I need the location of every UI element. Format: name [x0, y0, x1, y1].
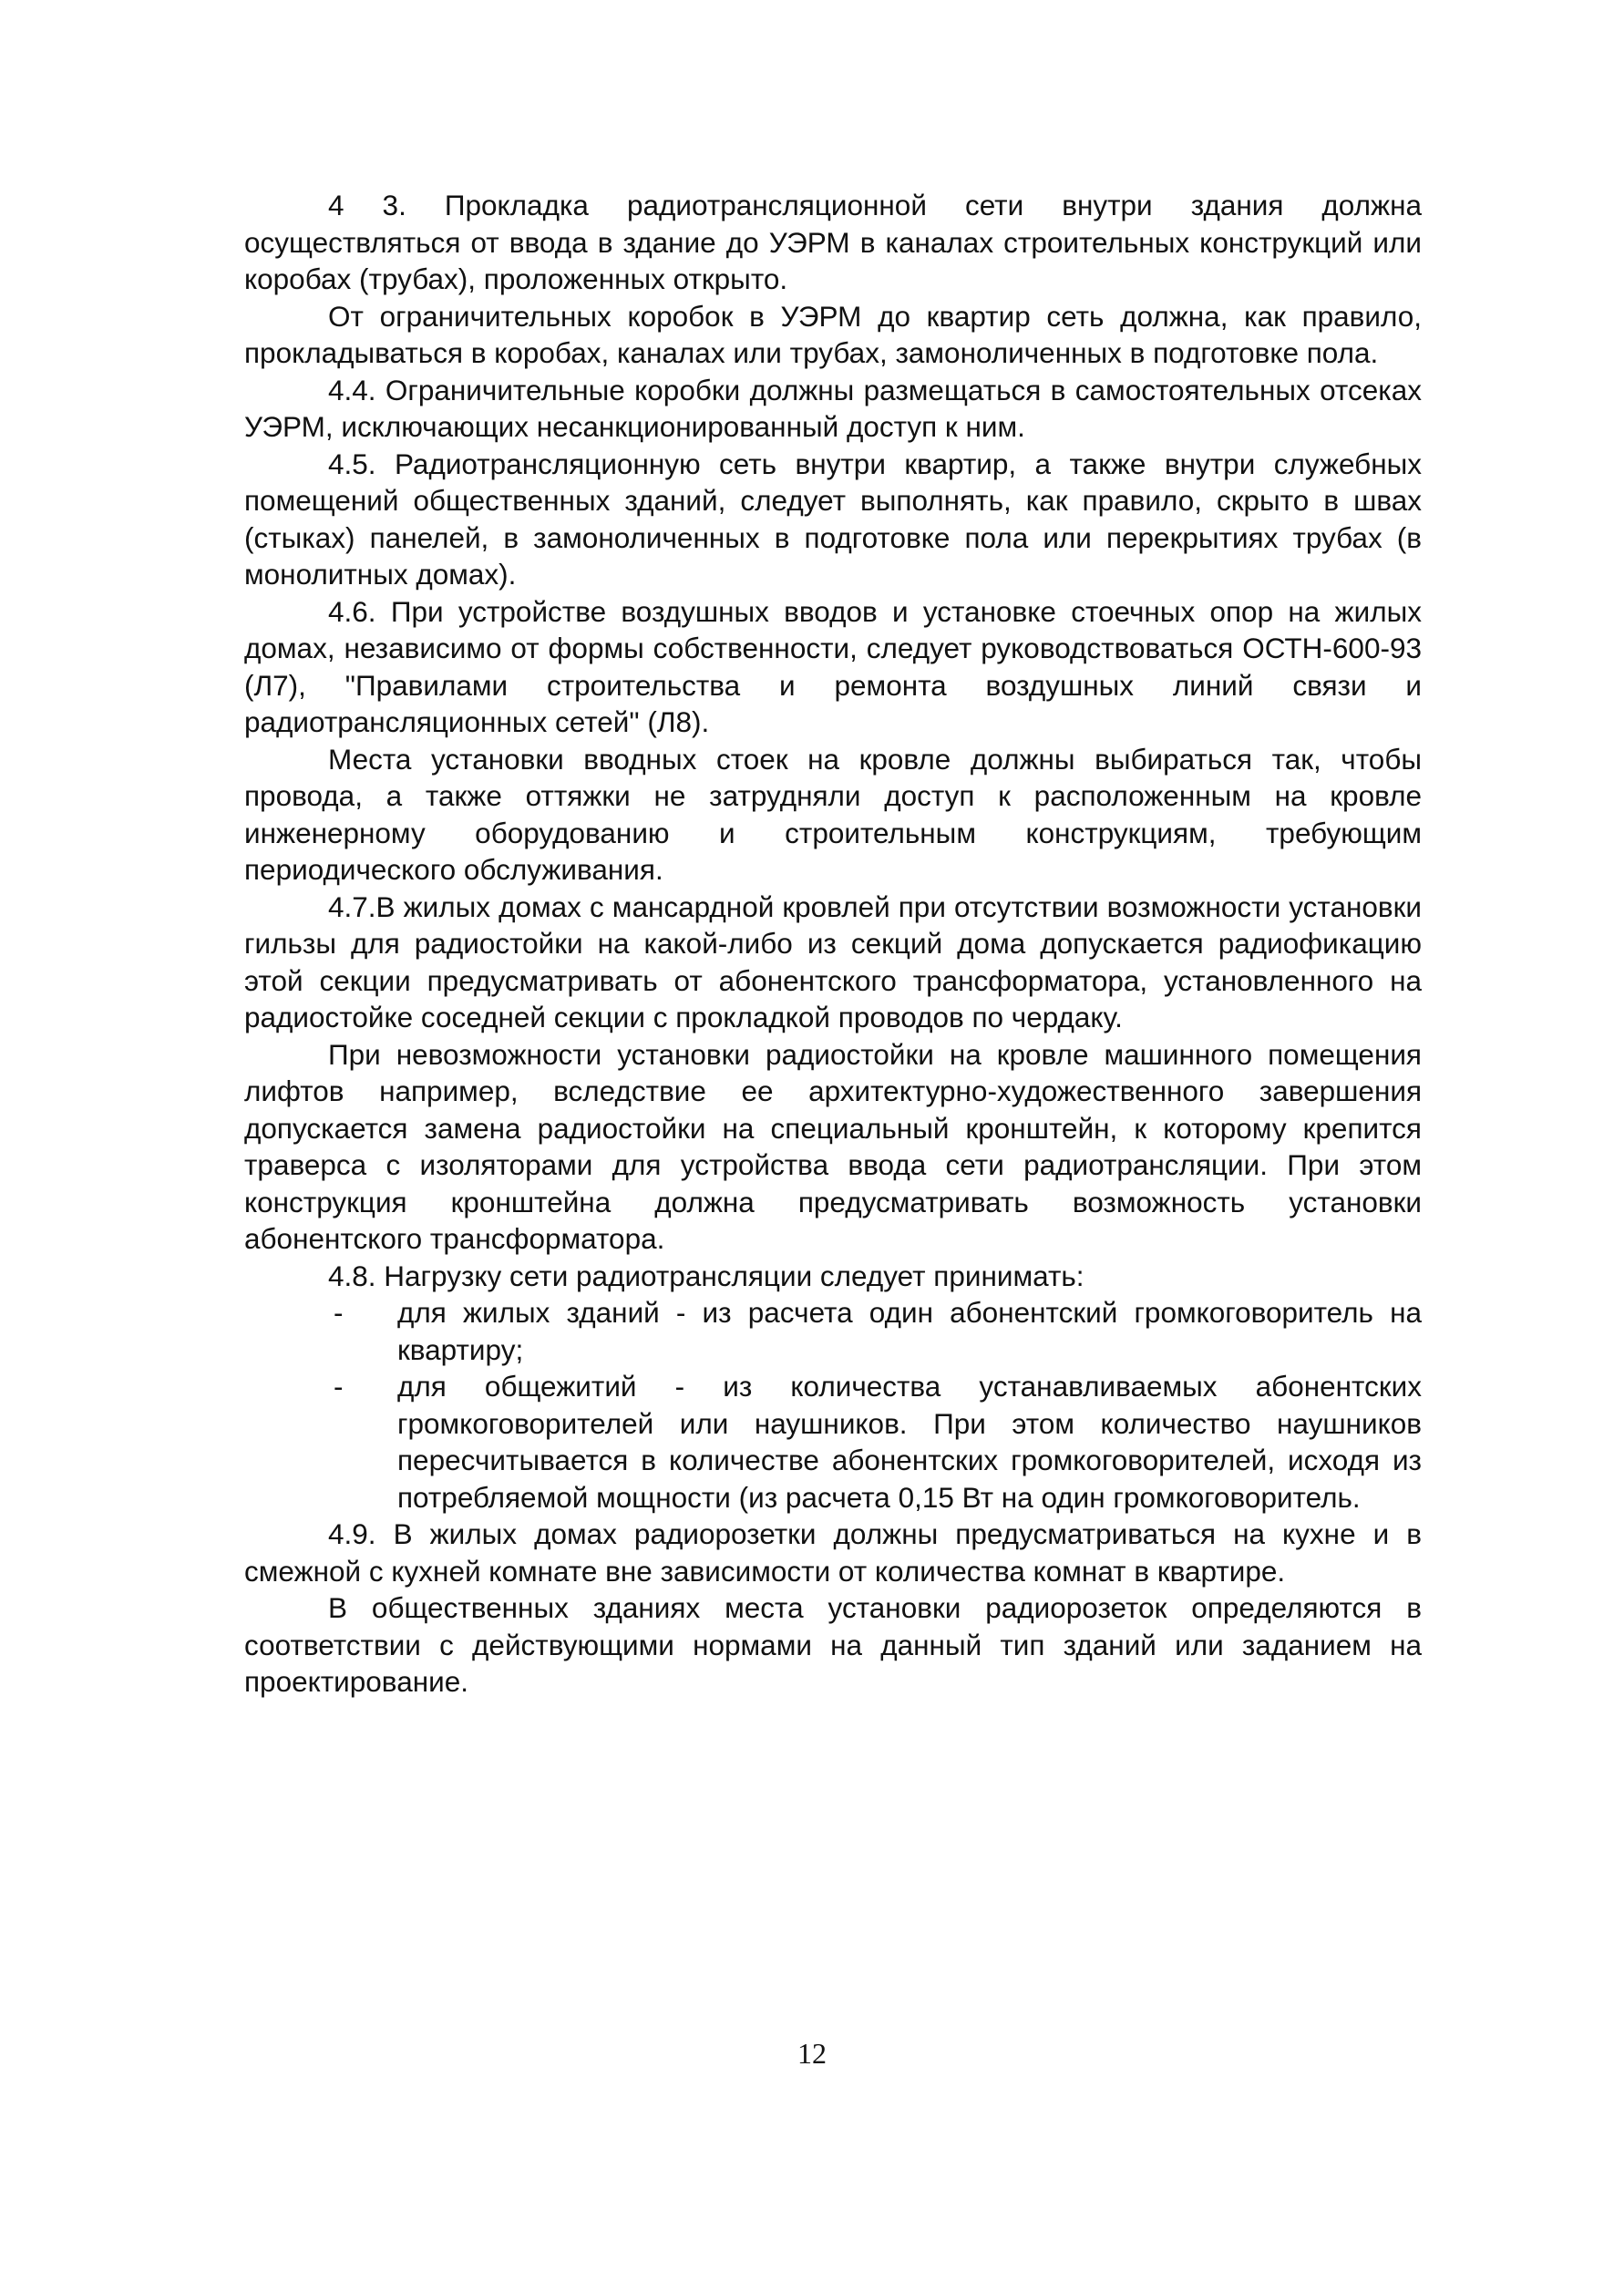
- paragraph-4-9-cont: В общественных зданиях места установки радиорозеток определяются в соответствии с действующими нормами на данный тип зданий или заданием на проектирование.: [244, 1591, 1422, 1698]
- list-marker: -: [334, 1296, 344, 1329]
- paragraph-4-3: 4 3. Прокладка радиотрансляционной сети внутри здания должна осуществляться от ввода в здание до УЭРМ в каналах строительных конструкций или коробах (трубах), проложенных открыто.: [244, 189, 1422, 295]
- list-item: [244, 1368, 1422, 1516]
- paragraph-4-6: 4.6. При устройстве воздушных вводов и установке стоечных опор на жилых домах, независимо от формы собственности, следует руководствоваться ОСТН-600-93 (Л7), "Правилами строительства и ремонта воздушных линий связи и радиотрансляционных сетей" (Л8).: [244, 594, 1422, 738]
- list-item-text: для жилых зданий - из расчета один абонентский громкоговоритель на квартиру;: [397, 1296, 1422, 1366]
- paragraph-4-4: 4.4. Ограничительные коробки должны размещаться в самостоятельных отсеках УЭРМ, исключающих несанкционированный доступ к ним.: [244, 373, 1422, 443]
- paragraph-4-6-cont: Места установки вводных стоек на кровле должны выбираться так, чтобы провода, а также оттяжки не затрудняли доступ к расположенным на кровле инженерному оборудованию и строительным конструкциям, требующим периодического обслуживания.: [244, 742, 1422, 886]
- body-text: [244, 187, 1422, 1701]
- paragraph-4-3-cont: От ограничительных коробок в УЭРМ до квартир сеть должна, как правило, прокладываться в коробах, каналах или трубах, замоноличенных в подготовке пола.: [244, 299, 1422, 369]
- list-item: [244, 1294, 1422, 1368]
- list-item-text: для общежитий - из количества устанавливаемых абонентских громкоговорителей или наушников. При этом количество наушников пересчитывается в количестве абонентских громкоговорителей, исходя из потребляемой мощности (из расчета 0,15 Вт на один громкоговоритель.: [397, 1370, 1422, 1514]
- paragraph-4-8: 4.8. Нагрузку сети радиотрансляции следует принимать:: [328, 1259, 1084, 1292]
- paragraph-4-5: 4.5. Радиотрансляционную сеть внутри квартир, а также внутри служебных помещений общественных зданий, следует выполнять, как правило, скрыто в швах (стыках) панелей, в замоноличенных в подготовке пола или перекрытиях трубах (в монолитных домах).: [244, 447, 1422, 591]
- list-marker: -: [334, 1370, 344, 1403]
- load-list: [244, 1294, 1422, 1516]
- paragraph-4-7: 4.7.В жилых домах с мансардной кровлей при отсутствии возможности установки гильзы для радиостойки на какой-либо из секций дома допускается радиофикацию этой секции предусматривать от абонентского трансформатора, установленного на радиостойке соседней секции с прокладкой проводов по чердаку.: [244, 889, 1422, 1033]
- paragraph-4-7-cont: При невозможности установки радиостойки на кровле машинного помещения лифтов например, вследствие ее архитектурно-художественного завершения допускается замена радиостойки на специальный кронштейн, к которому крепится траверса с изоляторами для устройства ввода сети радиотрансляции. При этом конструкция кронштейна должна предусматривать возможность установки абонентского трансформатора.: [244, 1037, 1422, 1255]
- page-number: 12: [797, 2037, 827, 2070]
- paragraph-4-9: 4.9. В жилых домах радиорозетки должны предусматриваться на кухне и в смежной с кухней комнате вне зависимости от количества комнат в квартире.: [244, 1517, 1422, 1588]
